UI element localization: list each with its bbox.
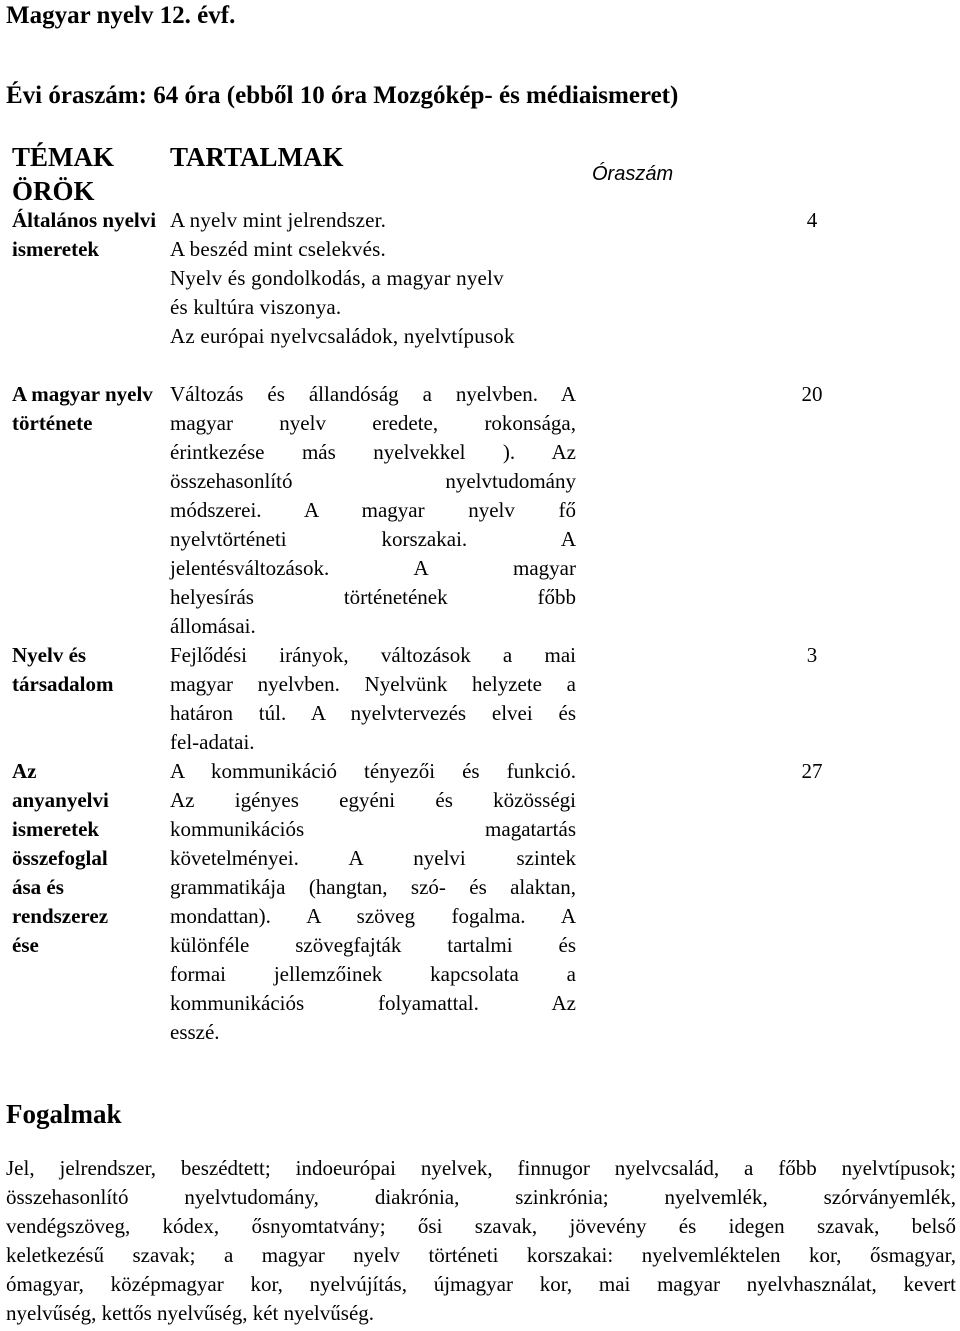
content-language-and-society (170, 641, 576, 757)
concepts-line: nyelvűség, kettős nyelvűség, két nyelvűség. (6, 1301, 375, 1325)
content-line: Nyelv és gondolkodás, a magyar nyelv (170, 266, 504, 290)
topic-line: ismeretek (12, 817, 100, 841)
topic-line: rendszerez (12, 904, 109, 928)
hours-general-language-knowledge: 4 (806, 208, 818, 232)
topic-line: anyanyelvi (12, 788, 109, 812)
topic-language-and-society: Nyelv és társadalom (12, 643, 114, 696)
content-line: formai jellemzőinek kapcsolata a (170, 962, 576, 986)
hours-history-of-hungarian: 20 (801, 382, 823, 406)
content-line: nyelvtörténeti korszakai. A (170, 527, 576, 551)
topic-summary-of-native-language (12, 757, 162, 960)
content-line: érintkezése más nyelvekkel ). Az (170, 440, 576, 464)
topics-column-header: TÉMAK ÖRÖK (12, 142, 115, 206)
concepts-text (6, 1154, 956, 1328)
content-line: grammatikája (hangtan, szó- és alaktan, (170, 875, 576, 899)
content-line: helyesírás történetének főbb (170, 585, 576, 609)
topic-general-language-knowledge: Általános nyelvi ismeretek (12, 208, 157, 261)
hours-column-header: Óraszám (592, 163, 674, 185)
content-line: Fejlődési irányok, változások a mai (170, 643, 576, 667)
content-line: Változás és állandóság a nyelvben. A (170, 382, 576, 406)
topic-history-of-hungarian: A magyar nyelv története (12, 382, 153, 435)
content-history-of-hungarian (170, 380, 576, 641)
concepts-line: keletkezésű szavak; a magyar nyelv történeti korszakai: nyelvemléktelen kor, ősmagyar, (6, 1243, 956, 1267)
content-line: és kultúra viszonya. (170, 295, 342, 319)
content-line: állomásai. (170, 614, 256, 638)
topic-line: ása és (12, 875, 64, 899)
content-general-language-knowledge (170, 206, 576, 351)
content-line: határon túl. A nyelvtervezés elvei és (170, 701, 576, 725)
content-summary-of-native-language (170, 757, 576, 1047)
contents-column-header: TARTALMAK (170, 142, 344, 172)
concepts-line: vendégszöveg, kódex, ősnyomtatvány; ősi szavak, jövevény és idegen szavak, belső (6, 1214, 956, 1238)
hours-summary-of-native-language: 27 (801, 759, 823, 783)
content-line: Az igényes egyéni és közösségi (170, 788, 576, 812)
content-line: módszerei. A magyar nyelv fő (170, 498, 576, 522)
content-line: kommunikációs folyamattal. Az (170, 991, 576, 1015)
document-title: Magyar nyelv 12. évf. (6, 2, 236, 29)
concepts-line: ómagyar, középmagyar kor, nyelvújítás, újmagyar kor, mai magyar nyelvhasználat, kevert (6, 1272, 956, 1296)
concepts-heading: Fogalmak (6, 1099, 122, 1129)
topic-line: Az (12, 759, 37, 783)
content-line: különféle szövegfajták tartalmi és (170, 933, 576, 957)
content-line: magyar nyelvben. Nyelvünk helyzete a (170, 672, 576, 696)
content-line: jelentésváltozások. A magyar (170, 556, 576, 580)
hours-language-and-society: 3 (806, 643, 818, 667)
content-line: A kommunikáció tényezői és funkció. (170, 759, 576, 783)
topic-line: összefoglal (12, 846, 108, 870)
annual-hours-subtitle: Évi óraszám: 64 óra (ebből 10 óra Mozgókép- és médiaismeret) (6, 82, 679, 109)
content-line: kommunikációs magatartás (170, 817, 576, 841)
content-line: A nyelv mint jelrendszer. (170, 208, 387, 232)
content-line: követelményei. A nyelvi szintek (170, 846, 576, 870)
content-line: Az európai nyelvcsaládok, nyelvtípusok (170, 324, 515, 348)
content-line: összehasonlító nyelvtudomány (170, 469, 576, 493)
content-line: mondattan). A szöveg fogalma. A (170, 904, 576, 928)
concepts-line: Jel, jelrendszer, beszédtett; indoeurópai nyelvek, finnugor nyelvcsalád, a főbb nyelvtípusok; (6, 1156, 956, 1180)
topic-line: ése (12, 933, 39, 957)
content-line: esszé. (170, 1020, 220, 1044)
content-line: fel-adatai. (170, 730, 255, 754)
content-line: A beszéd mint cselekvés. (170, 237, 386, 261)
content-line: magyar nyelv eredete, rokonsága, (170, 411, 576, 435)
concepts-line: összehasonlító nyelvtudomány, diakrónia, szinkrónia; nyelvemlék, szórványemlék, (6, 1185, 956, 1209)
